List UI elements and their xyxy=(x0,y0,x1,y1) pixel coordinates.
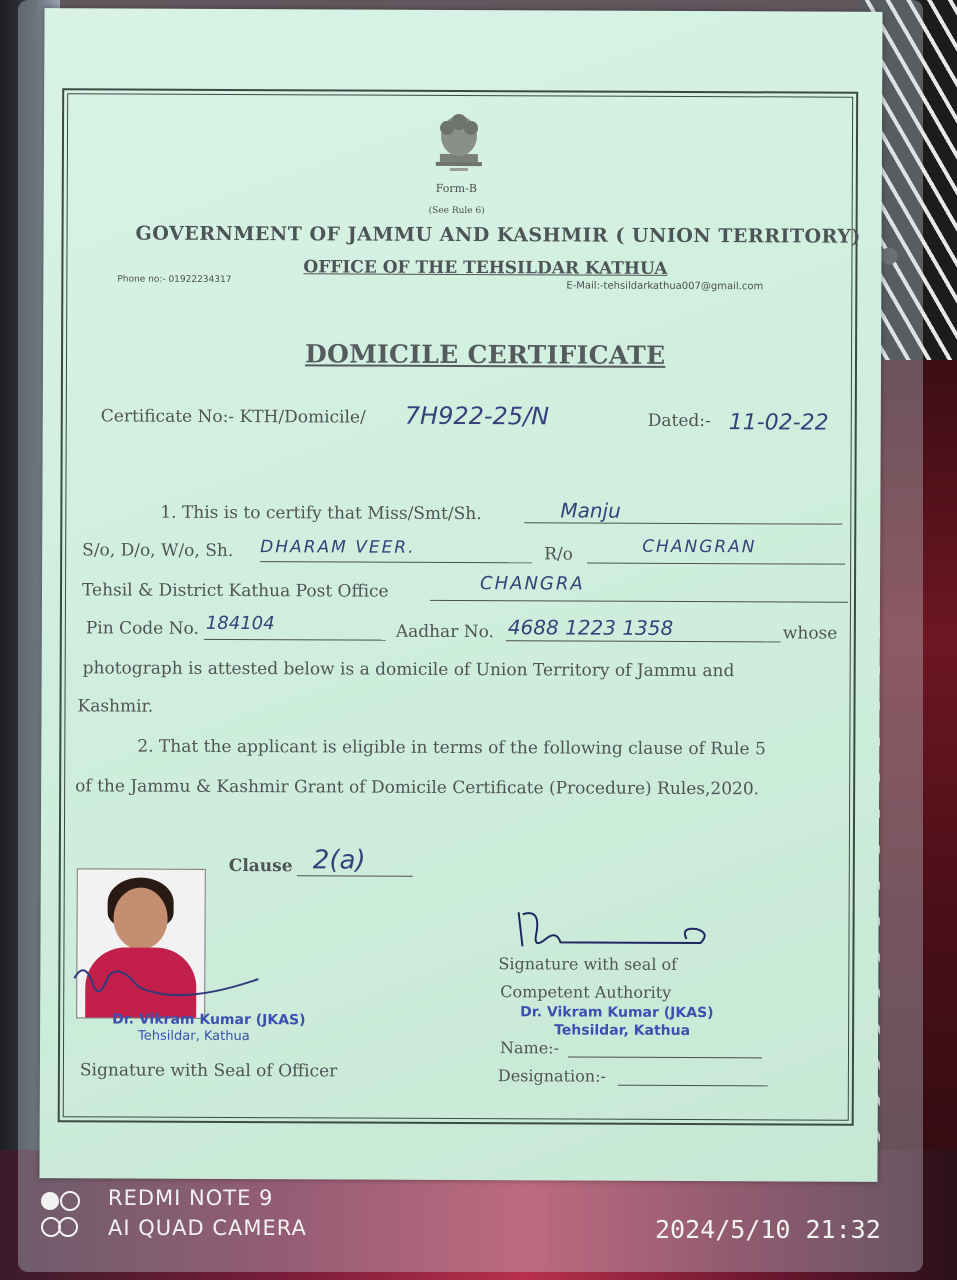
phone-number: Phone no:- 01922234317 xyxy=(117,274,232,285)
pin-value: 184104 xyxy=(205,612,275,635)
para1-line6: Kashmir. xyxy=(77,696,154,717)
aadhar-value: 4688 1223 1358 xyxy=(507,615,674,640)
name-label: Name:- xyxy=(499,1038,560,1058)
para2-line1: 2. That the applicant is eligible in terms of the following clause of Rule 5 xyxy=(137,736,766,760)
document-title: DOMICILE CERTIFICATE xyxy=(304,339,666,370)
whose-text: whose xyxy=(782,623,838,644)
ro-value: CHANGRAN xyxy=(642,536,757,558)
stamp-right-name: Dr. Vikram Kumar (JKAS) xyxy=(520,1004,714,1022)
officer-signature-label: Signature with Seal of Officer xyxy=(79,1060,338,1082)
dated-label: Dated:- xyxy=(647,410,711,432)
photo-attestation-signature xyxy=(68,958,278,1019)
photo-timestamp: 2024/5/10 21:32 xyxy=(655,1215,881,1244)
post-office-value: CHANGRA xyxy=(480,573,585,595)
stamp-left-name: Dr. Vikram Kumar (JKAS) xyxy=(112,1011,306,1029)
government-heading: GOVERNMENT OF JAMMU AND KASHMIR ( UNION TERRITORY) xyxy=(135,222,861,248)
aadhar-label: Aadhar No. xyxy=(395,621,495,643)
device-watermark: REDMI NOTE 9 xyxy=(108,1186,274,1210)
tehsil-label: Tehsil & District Kathua Post Office xyxy=(81,580,389,602)
clause-label: Clause xyxy=(228,855,293,877)
para1-line5: photograph is attested below is a domicile of Union Territory of Jammu and xyxy=(82,658,735,682)
email-address: E-Mail:-tehsildarkathua007@gmail.com xyxy=(566,280,764,293)
national-emblem-icon xyxy=(432,110,486,176)
para2-line2: of the Jammu & Kashmir Grant of Domicile Certificate (Procedure) Rules,2020. xyxy=(75,776,760,800)
cert-no-label: Certificate No:- KTH/Domicile/ xyxy=(100,406,366,428)
cert-no-value: 7H922-25/N xyxy=(404,401,550,431)
form-label: Form-B xyxy=(435,181,477,196)
dated-value: 11-02-22 xyxy=(728,410,829,436)
ro-label: R/o xyxy=(544,544,573,565)
office-heading: OFFICE OF THE TEHSILDAR KATHUA xyxy=(303,257,668,279)
stamp-left-title: Tehsildar, Kathua xyxy=(138,1028,250,1045)
camera-watermark: AI QUAD CAMERA xyxy=(108,1216,307,1240)
certificate-paper xyxy=(39,8,882,1182)
pin-label: Pin Code No. xyxy=(85,618,199,639)
name-value: Manju xyxy=(560,498,621,523)
clause-value: 2(a) xyxy=(312,845,366,876)
authority-signature-line2: Competent Authority xyxy=(500,982,672,1002)
para1-intro: 1. This is to certify that Miss/Smt/Sh. xyxy=(160,502,482,525)
relation-label: S/o, D/o, W/o, Sh. xyxy=(82,540,234,562)
relation-value: DHARAM VEER. xyxy=(260,537,416,558)
stamp-right-title: Tehsildar, Kathua xyxy=(554,1022,691,1040)
rule-reference: (See Rule 6) xyxy=(428,205,485,217)
authority-signature-line1: Signature with seal of xyxy=(498,954,678,974)
camera-brand-icon xyxy=(40,1190,102,1240)
designation-label: Designation:- xyxy=(497,1066,606,1086)
